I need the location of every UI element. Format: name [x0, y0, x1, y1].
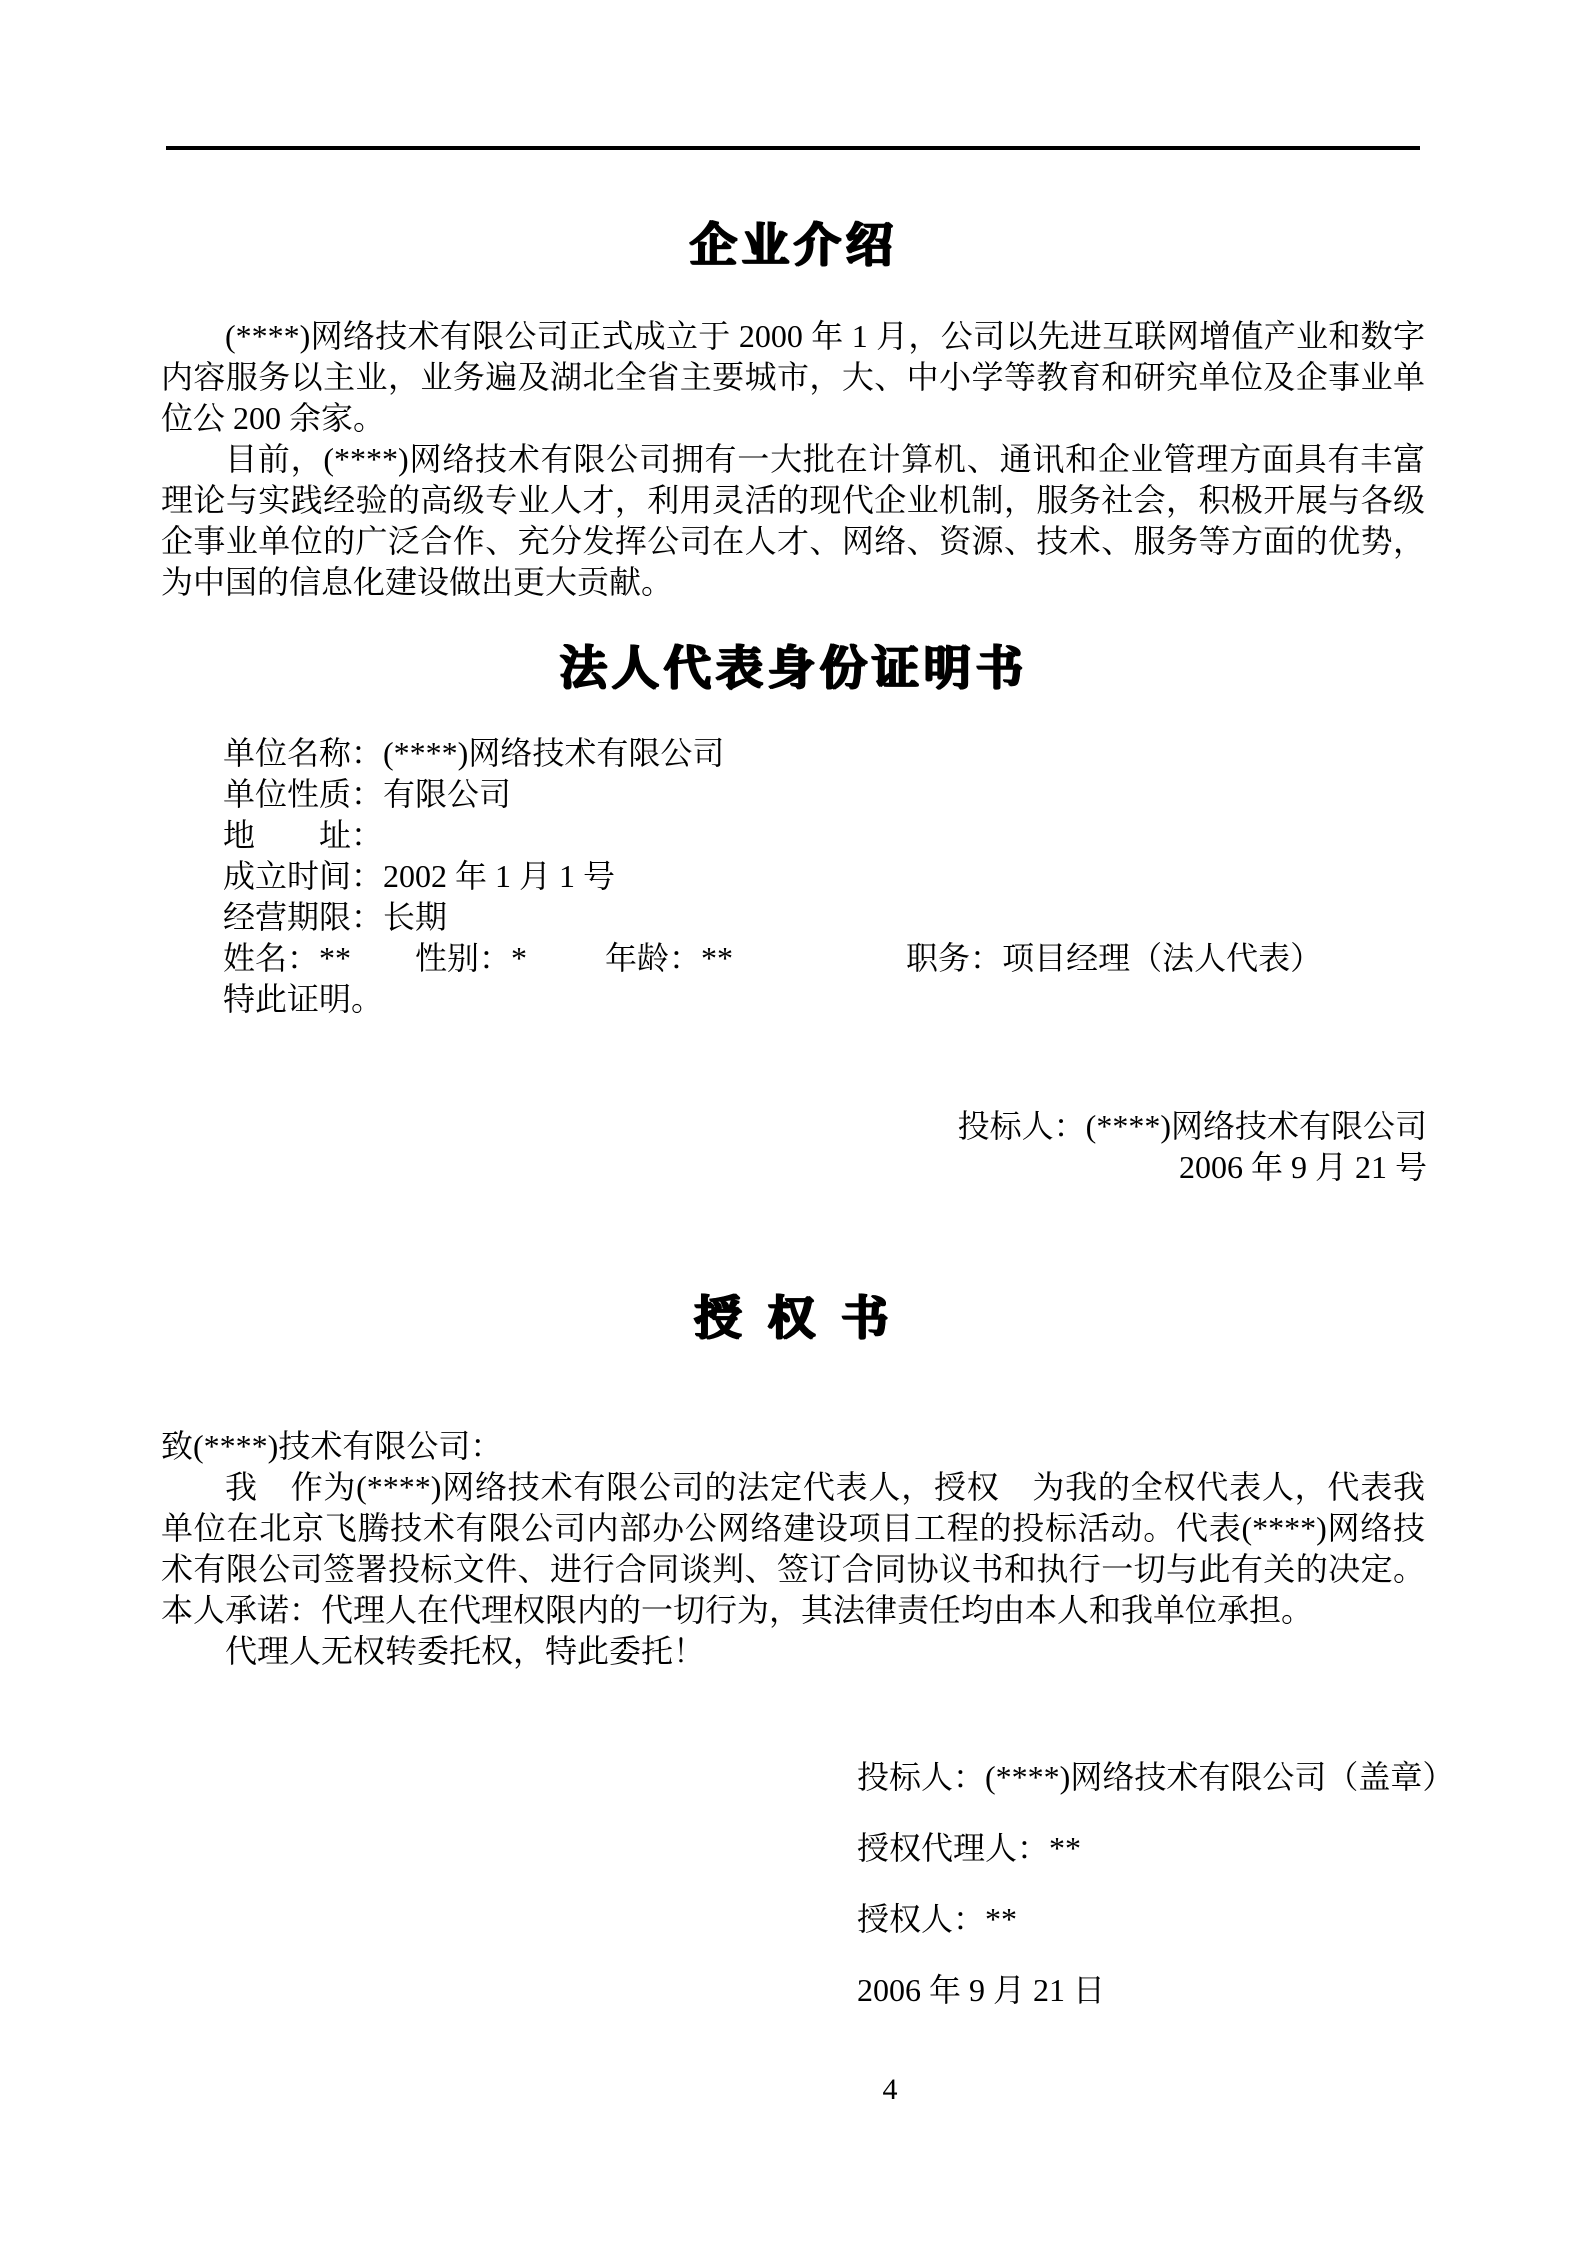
field-label: 成立时间： [223, 858, 384, 894]
person-gender-value: * [511, 940, 528, 976]
field-founded-date [223, 856, 1433, 897]
authorization-date-line: 2006 年 9 月 21 日 [857, 1972, 1106, 2008]
authorization-authorizer-line: 授权人：** [857, 1901, 1018, 1937]
person-gender-label: 性别： [415, 940, 512, 976]
authorization-section [161, 1426, 1425, 1672]
bidder-name: (****)网络技术有限公司 [1085, 1108, 1427, 1144]
field-label: 地 址： [223, 817, 384, 853]
field-value: 2002 年 1 月 1 号 [383, 858, 616, 894]
field-business-term [223, 897, 1433, 938]
authorization-title: 授 权 书 [694, 1291, 893, 1346]
intro-paragraph-1: (****)网络技术有限公司正式成立于 2000 年 1 月，公司以先进互联网增值产业和数字内容服务以主业，业务遍及湖北全省主要城市，大、中小学等教育和研究单位及企事业单位公 200 余家。 [161, 318, 1425, 436]
certificate-signature-block [958, 1106, 1427, 1188]
field-value: 长期 [383, 899, 448, 935]
certificate-date-line: 2006 年 9 月 21 号 [1178, 1149, 1427, 1185]
field-label: 经营期限： [223, 899, 384, 935]
person-name-value: ** [319, 940, 352, 976]
page-number: 4 [882, 2073, 898, 2106]
field-company-name [223, 733, 1433, 774]
certificate-bidder-line [958, 1106, 1427, 1147]
person-age-label: 年龄： [605, 940, 702, 976]
field-company-type [223, 774, 1433, 815]
attestation-line: 特此证明。 [223, 981, 384, 1017]
field-label: 单位名称： [223, 735, 384, 771]
authorization-salutation: 致(****)技术有限公司： [161, 1428, 503, 1464]
person-position-label: 职务： [906, 940, 1003, 976]
header-divider [166, 146, 1420, 150]
intro-paragraph-2: 目前，(****)网络技术有限公司拥有一大批在计算机、通讯和企业管理方面具有丰富理论与实践经验的高级专业人才，利用灵活的现代企业机制，服务社会，积极开展与各级企事业单位的广泛合作、充分发挥公司在人才、网络、资源、技术、服务等方面的优势，为中国的信息化建设做出更大贡献。 [161, 441, 1425, 600]
certificate-fields [223, 733, 1433, 1020]
field-address [223, 815, 1433, 856]
authorization-bidder-line: 投标人：(****)网络技术有限公司（盖章） [857, 1759, 1455, 1795]
intro-title: 企业介绍 [689, 218, 898, 273]
authorization-closing: 代理人无权转委托权，特此委托！ [225, 1633, 706, 1669]
authorization-agent-line: 授权代理人：** [857, 1830, 1082, 1866]
authorization-body: 我 作为(****)网络技术有限公司的法定代表人，授权 为我的全权代表人，代表我单位在北京飞腾技术有限公司内部办公网络建设项目工程的投标活动。代表(****)网络技术有限公司签署投标文件、进行合同谈判、签订合同协议书和执行一切与此有关的决定。本人承诺：代理人在代理权限内的一切行为，其法律责任均由本人和我单位承担。 [161, 1469, 1425, 1628]
field-label: 单位性质： [223, 776, 384, 812]
field-person-row [223, 938, 1433, 979]
person-age-value: ** [701, 940, 734, 976]
field-value: (****)网络技术有限公司 [383, 735, 725, 771]
authorization-signature-block [857, 1742, 1454, 2026]
person-name-label: 姓名： [223, 940, 320, 976]
intro-section [161, 316, 1425, 603]
certificate-title: 法人代表身份证明书 [559, 641, 1028, 696]
bidder-label: 投标人： [957, 1108, 1086, 1144]
field-value: 有限公司 [383, 776, 512, 812]
person-position-value: 项目经理（法人代表） [1002, 940, 1323, 976]
